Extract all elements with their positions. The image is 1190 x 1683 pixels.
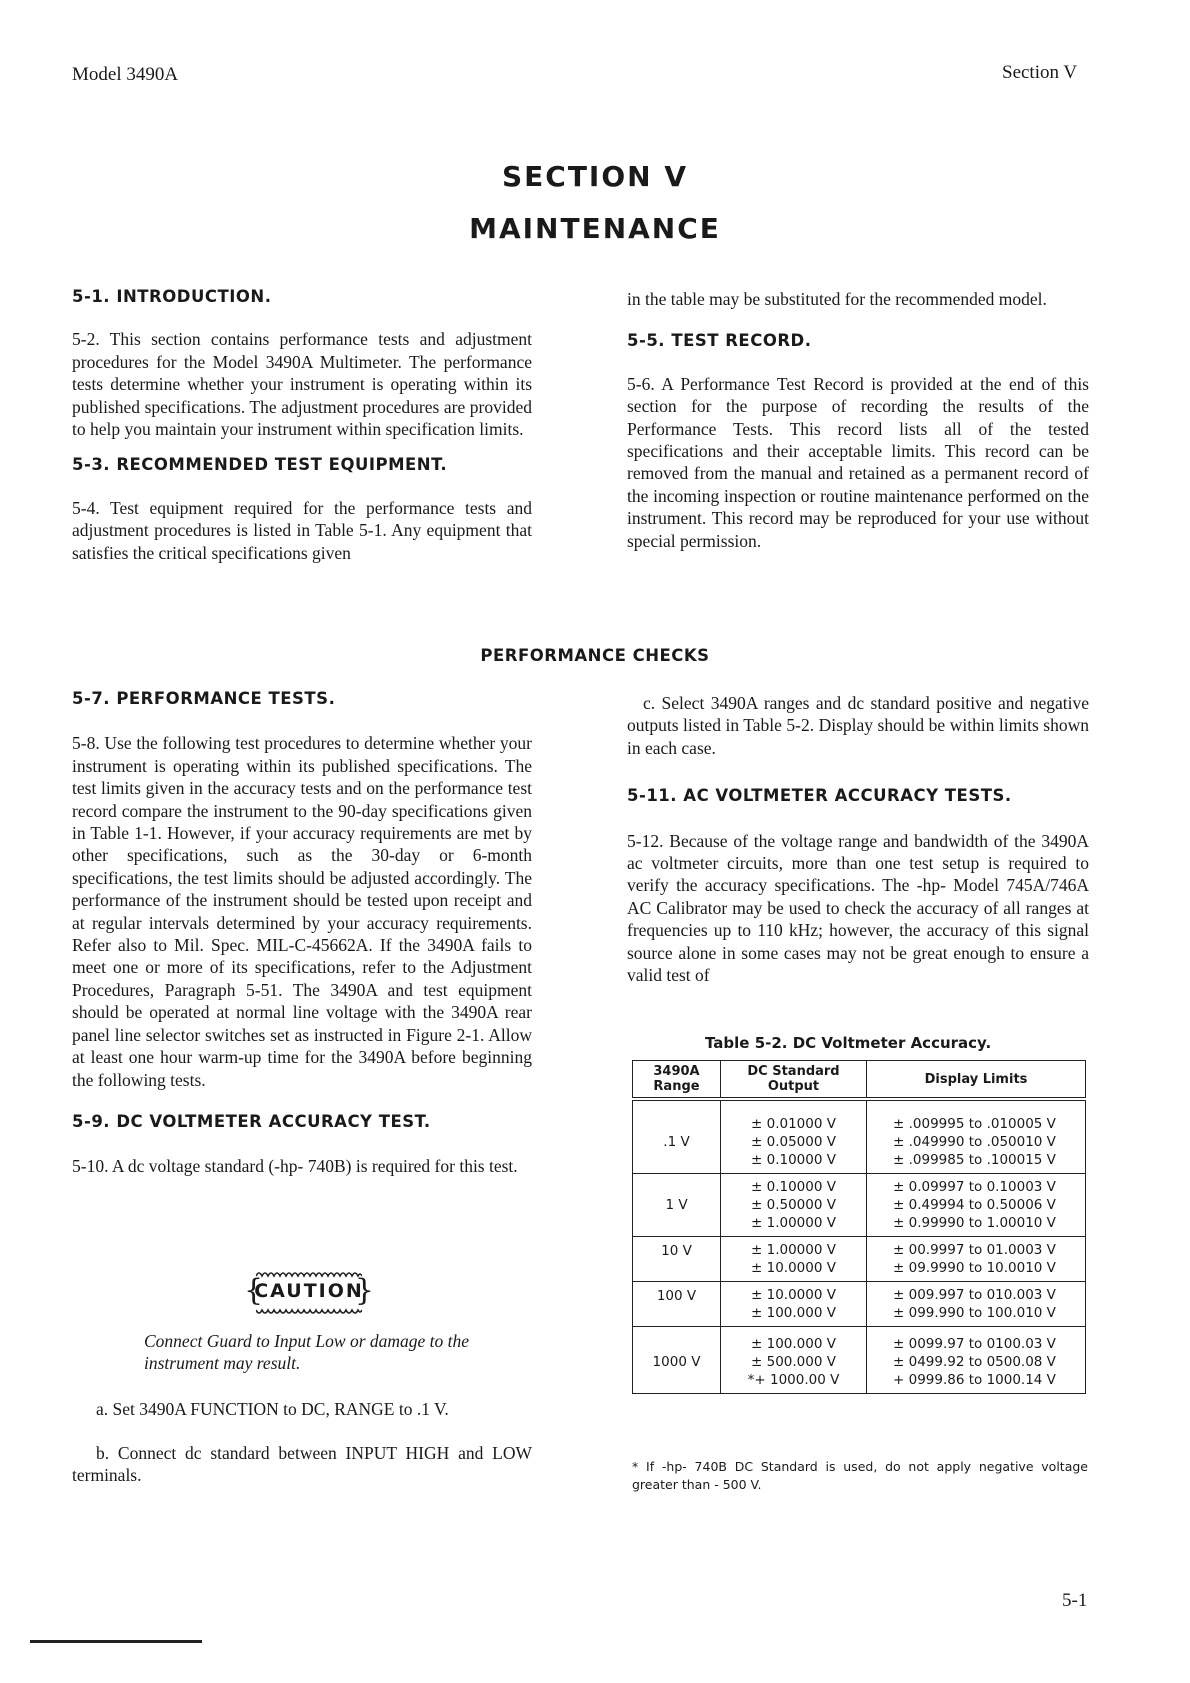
left-column-top — [72, 286, 532, 564]
bottom-rule — [30, 1640, 202, 1643]
output-value: ± 10.0000 V — [751, 1260, 836, 1276]
header-std-line1: DC Standard — [747, 1064, 840, 1079]
left-column-bottom — [72, 688, 532, 1178]
output-value: ± 0.01000 V — [751, 1116, 836, 1132]
para-5-12: 5-12. Because of the voltage range and bandwidth of the 3490A ac voltmeter circuits, more than one test setup is required to verify the accuracy specifications. The -hp- Model 745A/746A AC Calibrator may be used to check the accuracy of all ranges at frequencies up to 110 kHz; however, the accuracy of this signal source alone in some cases may not be great enough to ensure a valid test of — [627, 830, 1089, 986]
output-value: ± 0.05000 V — [751, 1134, 836, 1150]
limit-value: + 0999.86 to 1000.14 V — [893, 1372, 1056, 1388]
range-cell: 1000 V — [633, 1327, 721, 1394]
range-cell: 1 V — [633, 1174, 721, 1237]
output-value: ± 1.00000 V — [751, 1215, 836, 1231]
limit-value: ± 0099.97 to 0100.03 V — [893, 1336, 1056, 1352]
caution-bottom-scallop — [256, 1308, 362, 1316]
limit-value: ± .099985 to .100015 V — [893, 1152, 1056, 1168]
caution-left-brace: { — [244, 1273, 264, 1308]
step-b: b. Connect dc standard between INPUT HIGH and LOW terminals. — [72, 1443, 532, 1486]
limit-value: ± .049990 to .050010 V — [893, 1134, 1056, 1150]
step-a: a. Set 3490A FUNCTION to DC, RANGE to .1 V. — [96, 1399, 449, 1419]
caution-right-brace: } — [354, 1273, 374, 1308]
limit-value: ± 09.9990 to 10.0010 V — [893, 1260, 1056, 1276]
limits-cell — [867, 1237, 1086, 1282]
table-row — [633, 1327, 1086, 1394]
table-row — [633, 1237, 1086, 1282]
output-value: ± 0.10000 V — [751, 1179, 836, 1195]
caution-label: CAUTION — [254, 1280, 364, 1302]
limits-cell — [867, 1099, 1086, 1174]
table-caption: Table 5-2. DC Voltmeter Accuracy. — [705, 1034, 992, 1052]
header-dc-standard — [721, 1061, 867, 1100]
limit-value: ± 0.99990 to 1.00010 V — [893, 1215, 1056, 1231]
table-row — [633, 1174, 1086, 1237]
header-range-line2: Range — [653, 1079, 700, 1094]
header-model: Model 3490A — [72, 64, 179, 85]
table-row — [633, 1282, 1086, 1327]
table-footnote: * If -hp- 740B DC Standard is used, do not apply negative voltage greater than - 500 V. — [632, 1459, 1088, 1492]
performance-checks-heading: PERFORMANCE CHECKS — [480, 646, 710, 665]
right-column-bottom — [627, 692, 1089, 986]
step-c: c. Select 3490A ranges and dc standard positive and negative outputs listed in Table 5-2. Display should be within limits shown in each case. — [627, 693, 1089, 758]
output-value: ± 100.000 V — [751, 1305, 836, 1321]
record-heading: 5-5. TEST RECORD. — [627, 331, 812, 351]
section-subtitle: MAINTENANCE — [469, 212, 721, 245]
equipment-heading: 5-3. RECOMMENDED TEST EQUIPMENT. — [72, 455, 448, 475]
para-5-8: 5-8. Use the following test procedures to determine whether your instrument is operating within its published specifications. The test limits given in the accuracy tests and on the performance test record compare the instrument to the 90-day specifications given in Table 1-1. However, if your accuracy requirements are met by other specifications, such as the 30-day or 6-month specifications, the test limits should be adjusted accordingly. The performance of the instrument should be tested upon receipt and at regular intervals determined by your accuracy requirements. Refer also to Mil. Spec. MIL-C-45662A. If the 3490A fails to meet one or more of its specifications, refer to the Adjustment Procedures, Paragraph 5-51. The 3490A and test equipment should be operated at normal line voltage with the 3490A rear panel line selector switches set as instructed in Figure 2-1. Allow at least one hour warm-up time for the 3490A before beginning the following tests. — [72, 733, 532, 1090]
header-range — [633, 1061, 721, 1100]
ac-test-heading: 5-11. AC VOLTMETER ACCURACY TESTS. — [627, 786, 1012, 806]
output-cell — [721, 1099, 867, 1174]
table-header-row — [633, 1061, 1086, 1100]
limits-cell — [867, 1282, 1086, 1327]
perf-tests-heading: 5-7. PERFORMANCE TESTS. — [72, 689, 336, 708]
header-range-line1: 3490A — [653, 1064, 700, 1079]
output-cell — [721, 1237, 867, 1282]
output-value: ± 0.50000 V — [751, 1197, 836, 1213]
limit-value: ± 009.997 to 010.003 V — [893, 1287, 1056, 1303]
header-std-line2: Output — [767, 1079, 820, 1094]
caution-symbol — [244, 1270, 374, 1314]
right-column-top — [627, 288, 1089, 552]
output-value: ± 500.000 V — [751, 1354, 836, 1370]
para-5-4-cont: in the table may be substituted for the recommended model. — [627, 289, 1047, 309]
header-section: Section V — [1002, 62, 1078, 83]
output-cell — [721, 1327, 867, 1394]
para-5-6: 5-6. A Performance Test Record is provided at the end of this section for the purpose of recording the results of the Performance Tests. This record lists all of the tested specifications and their acceptable limits. This record can be removed from the manual and retained as a permanent record of the incoming inspection or routine maintenance performed on the instrument. This record may be reproduced for your use without special permission. — [627, 373, 1089, 551]
para-5-10: 5-10. A dc voltage standard (-hp- 740B) is required for this test. — [72, 1156, 518, 1177]
para-5-4: 5-4. Test equipment required for the performance tests and adjustment procedures is listed in Table 5-1. Any equipment that satisfies the critical specifications given — [72, 497, 532, 563]
limits-cell — [867, 1327, 1086, 1394]
range-cell: 10 V — [633, 1237, 721, 1282]
limit-value: ± 0499.92 to 0500.08 V — [893, 1354, 1056, 1370]
output-value: ± 100.000 V — [751, 1336, 836, 1352]
page-number: 5-1 — [1062, 1590, 1088, 1611]
limits-cell — [867, 1174, 1086, 1237]
dc-accuracy-table — [632, 1060, 1086, 1394]
output-value: *+ 1000.00 V — [747, 1372, 840, 1388]
limit-value: ± 00.9997 to 01.0003 V — [893, 1242, 1056, 1258]
section-title: SECTION V — [501, 160, 688, 193]
limit-value: ± 099.990 to 100.010 V — [893, 1305, 1056, 1321]
output-value: ± 1.00000 V — [751, 1242, 836, 1258]
output-cell — [721, 1282, 867, 1327]
range-cell: .1 V — [633, 1099, 721, 1174]
output-value: ± 10.0000 V — [751, 1287, 836, 1303]
limit-value: ± 0.49994 to 0.50006 V — [893, 1197, 1056, 1213]
output-cell — [721, 1174, 867, 1237]
limit-value: ± 0.09997 to 0.10003 V — [893, 1179, 1056, 1195]
intro-heading: 5-1. INTRODUCTION. — [72, 287, 272, 306]
header-display-limits: Display Limits — [867, 1061, 1086, 1100]
table-row — [633, 1099, 1086, 1174]
output-value: ± 0.10000 V — [751, 1152, 836, 1168]
range-cell: 100 V — [633, 1282, 721, 1327]
caution-top-scallop — [256, 1270, 362, 1278]
para-5-2: 5-2. This section contains performance tests and adjustment procedures for the Model 3490A Multimeter. The performance tests determine whether your instrument is operating within its published specifications. The adjustment procedures are provided to help you maintain your instrument within specification limits. — [72, 329, 532, 440]
dc-test-heading: 5-9. DC VOLTMETER ACCURACY TEST. — [72, 1111, 431, 1131]
caution-text: Connect Guard to Input Low or damage to the instrument may result. — [144, 1331, 470, 1374]
limit-value: ± .009995 to .010005 V — [893, 1116, 1056, 1132]
